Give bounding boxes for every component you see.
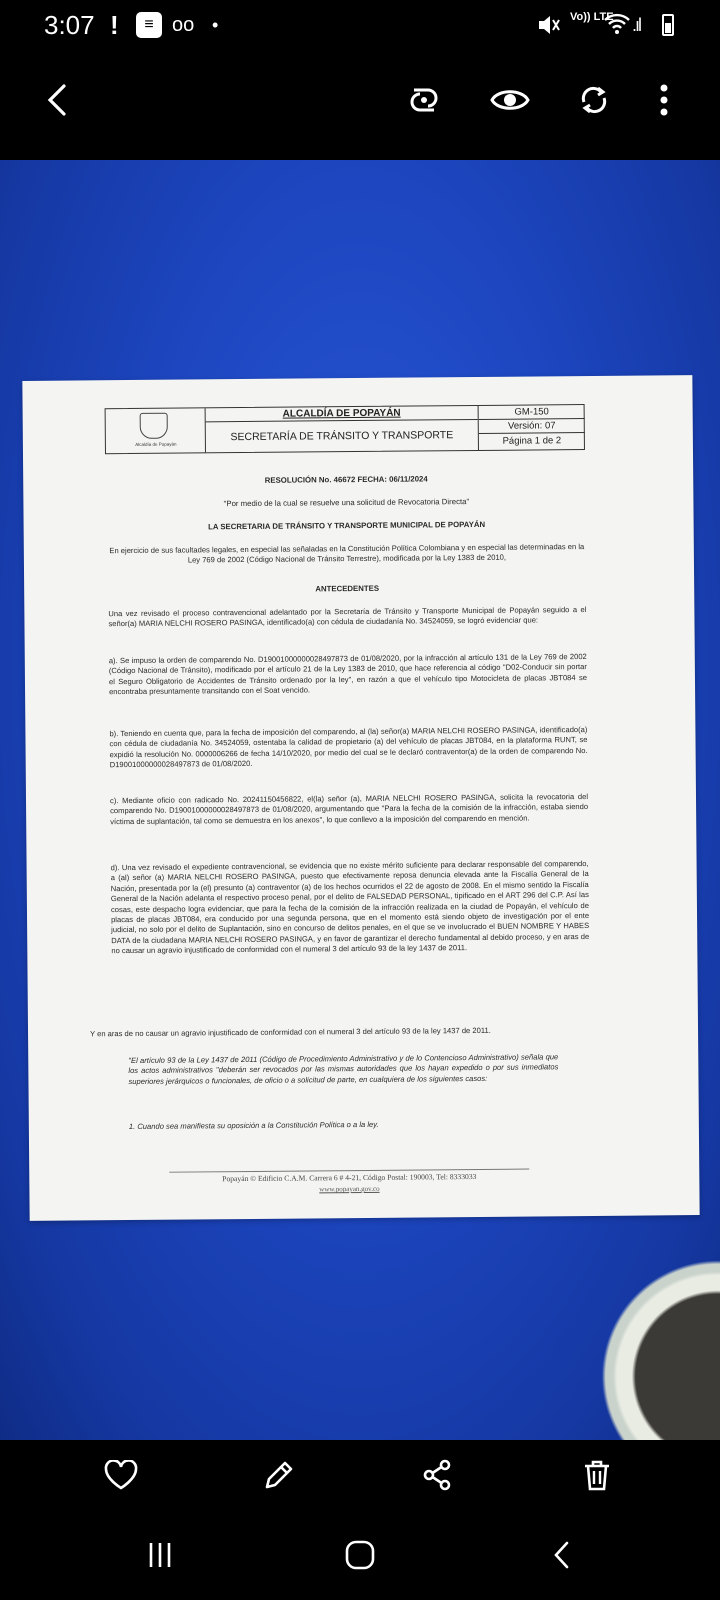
dot-icon: • [212, 15, 219, 35]
favorite-button[interactable] [96, 1450, 146, 1500]
battery-icon [662, 14, 674, 36]
intro-paragraph: En ejercicio de sus facultades legales, en especial las señaladas en la Constitución Política Colombiana y en especial las determinadas en la Ley 769 de 2002 (Código Nacional de Tránsito Terrestre), modificada por la Ley 1383 de 2010, [109, 542, 585, 565]
numbered-item-1: 1. Cuando sea manifiesta su oposición a la Constitución Política o a la ley. [128, 1119, 379, 1132]
mute-icon [536, 12, 562, 44]
remaster-button[interactable] [400, 76, 448, 124]
bottom-toolbar [0, 1440, 720, 1510]
navigation-bar [0, 1510, 720, 1600]
document-page [22, 375, 699, 1221]
resolution-number: RESOLUCIÓN No. 46672 FECHA: 06/11/2024 [264, 474, 428, 485]
wifi-icon [604, 12, 630, 42]
view-button[interactable] [486, 76, 534, 124]
logo-caption: Alcaldía de Popayán [135, 441, 177, 447]
back-arrow-icon [44, 83, 72, 117]
more-options-button[interactable] [640, 76, 688, 124]
notification-icon: ! [110, 10, 119, 40]
document-website: www.popayan.gov.co [319, 1184, 380, 1194]
document-header-table [105, 404, 585, 454]
nav-back-button[interactable] [532, 1530, 592, 1580]
item-a-paragraph: a). Se impuso la orden de comparendo No. D19001000000028497873 de 01/08/2020, por la infracción al artículo 131 de la Ley 769 de 2002 (Código Nacional de Tránsito), modificado por el artículo 21 de la Ley 1383 de 2010, que hace referencia al código "D02-Conducir sin portar el Seguro Obligatorio de Accidentes de Tránsito ordenado por la ley", en razón a que el vehículo tipo Motocicleta de placas JBT084 se encontraba presuntamente transitando con el Soat vencido. [108, 652, 587, 697]
header-version: Versión: 07 [479, 419, 585, 434]
cup-image [580, 1250, 720, 1440]
article-93-quote: "El artículo 93 de la Ley 1437 de 2011 (Código de Procedimiento Administrativo y de lo Contencioso Administrativo) señala que los actos administrativos "deberán ser revocados por las mismas autoridades que los hayan expedido o por sus inmediatos superiores jerárquicos o funcionales, de oficio o a solicitud de parte, en cualquiera de los siguientes casos: [128, 1052, 559, 1086]
voicemail-icon: oo [172, 14, 195, 36]
more-vert-icon [659, 83, 669, 117]
item-b-paragraph: b). Teniendo en cuenta que, para la fecha de imposición del comparendo, al (la) señor(a) MARIA NELCHI ROSERO PASINGA, identificado(a) con cédula de ciudadanía No. 34524059, ostentaba la calidad de propietario (a) del vehículo de placas JBT084, en la plataforma RUNT, se expidió la resolución No. 0000006266 de fecha 14/10/2020, por medio del cual se le declaró contraventor(a) de la orden de comparendo No. D19001000000028497873 de 01/08/2020. [109, 725, 588, 770]
edit-button[interactable] [254, 1450, 304, 1500]
eye-icon [490, 85, 530, 115]
item-d-paragraph: d). Una vez revisado el expediente contravencional, se evidencia que no existe mérito suficiente para declarar responsable del comparendo, a (al) señor (a) MARIA NELCHI ROSERO PASINGA, puesto que efectivamente reposa denuncia elevada ante la Fiscalía General de la Nación, presentada por la (el) presunto (a) contraventor (a) de los hechos ocurridos el 22 de agosto de 2008. En el mismo sentido la Fiscalía General de la Nación adelanta el respectivo proceso penal, por el delito de FALSEDAD PERSONAL, tipificado en el ART 296 del C.P. Así las cosas, este despacho logra evidenciar, que para la fecha de la comisión de la infracción realizada en la ciudad de Popayán, el vehículo de placas de placas JBT084, era conducido por una segunda persona, que en el momento está siendo objeto de investigación por el ente judicial, no solo por el delito de Suplantación, sino en concurso de delitos penales, en el que se ve involucrado el BUEN NOMBRE Y HABES DATA de la ciudadana MARIA NELCHI ROSERO PASINGA, y en favor de garantizar el derecho fundamental al debido proceso, y en aras de no causar un agravio injustificado de conformidad con el numeral 3 del artículo 93 de la ley 1437 de 2011. [110, 859, 590, 956]
document-footer: Popayán © Edificio C.A.M. Carrera 6 # 4-21, Código Postal: 190003, Tel: 8333033 [169, 1169, 529, 1186]
signal-icon: .ıl [632, 15, 641, 35]
share-button[interactable] [412, 1450, 462, 1500]
header-alcaldia: ALCALDÍA DE POPAYÁN [206, 406, 478, 422]
recents-icon [145, 1541, 175, 1569]
header-code: GM-150 [479, 405, 585, 420]
resolution-subject: "Por medio de la cual se resuelve una solicitud de Revocatoria Directa" [223, 497, 470, 509]
status-bar [0, 0, 720, 52]
home-icon [344, 1539, 376, 1571]
header-page: Página 1 de 2 [502, 435, 562, 447]
rotate-button[interactable] [570, 76, 618, 124]
heart-icon [104, 1460, 138, 1490]
photo-view[interactable] [0, 160, 720, 1440]
home-button[interactable] [330, 1530, 390, 1580]
antecedentes-paragraph: Una vez revisado el proceso contravencional adelantado por la Secretaría de Tránsito y Transporte Municipal de Popayán seguido a el señor(a) MARIA NELCHI ROSERO PASINGA, identificado(a) con cédula de ciudadanía No. 34524059, se logró evidenciar que: [108, 605, 587, 629]
item-c-paragraph: c). Mediante oficio con radicado No. 20241150456822, el(la) señor (a), MARIA NELCHI ROSERO PASINGA, solicita la revocatoria del comparendo No. D19001000000028497873 de 01/08/2020, argumentando que "Para la fecha de la comisión de la infracción, estaba siendo víctima de suplantación, tal como se demuestra en los anexos", lo que conllevo a la imposición del comparendo en mención. [109, 792, 589, 827]
header-meta [478, 405, 584, 450]
delete-button[interactable] [572, 1450, 622, 1500]
volte-icon: Vo)) LTE [570, 11, 614, 23]
coat-of-arms-icon [140, 413, 168, 439]
remaster-icon [406, 82, 442, 118]
top-toolbar [0, 52, 720, 160]
share-icon [420, 1458, 454, 1492]
antecedentes-heading: ANTECEDENTES [315, 583, 380, 594]
logo-box [106, 408, 206, 453]
back-icon [552, 1540, 572, 1570]
trash-icon [582, 1458, 612, 1492]
pencil-icon [262, 1458, 296, 1492]
recents-button[interactable] [130, 1530, 190, 1580]
header-secretaria: SECRETARÍA DE TRÁNSITO Y TRANSPORTE [230, 429, 454, 444]
status-time: 3:07 [44, 10, 95, 40]
app-icon: ≡ [136, 12, 162, 38]
secretaria-title: LA SECRETARIA DE TRÁNSITO Y TRANSPORTE MUNICIPAL DE POPAYÁN [208, 519, 486, 532]
back-button[interactable] [34, 76, 82, 124]
y-en-aras-paragraph: Y en aras de no causar un agravio injustificado de conformidad con el numeral 3 del artículo 93 de la ley 1437 de 2011. [90, 1025, 491, 1039]
rotate-icon [576, 82, 612, 118]
